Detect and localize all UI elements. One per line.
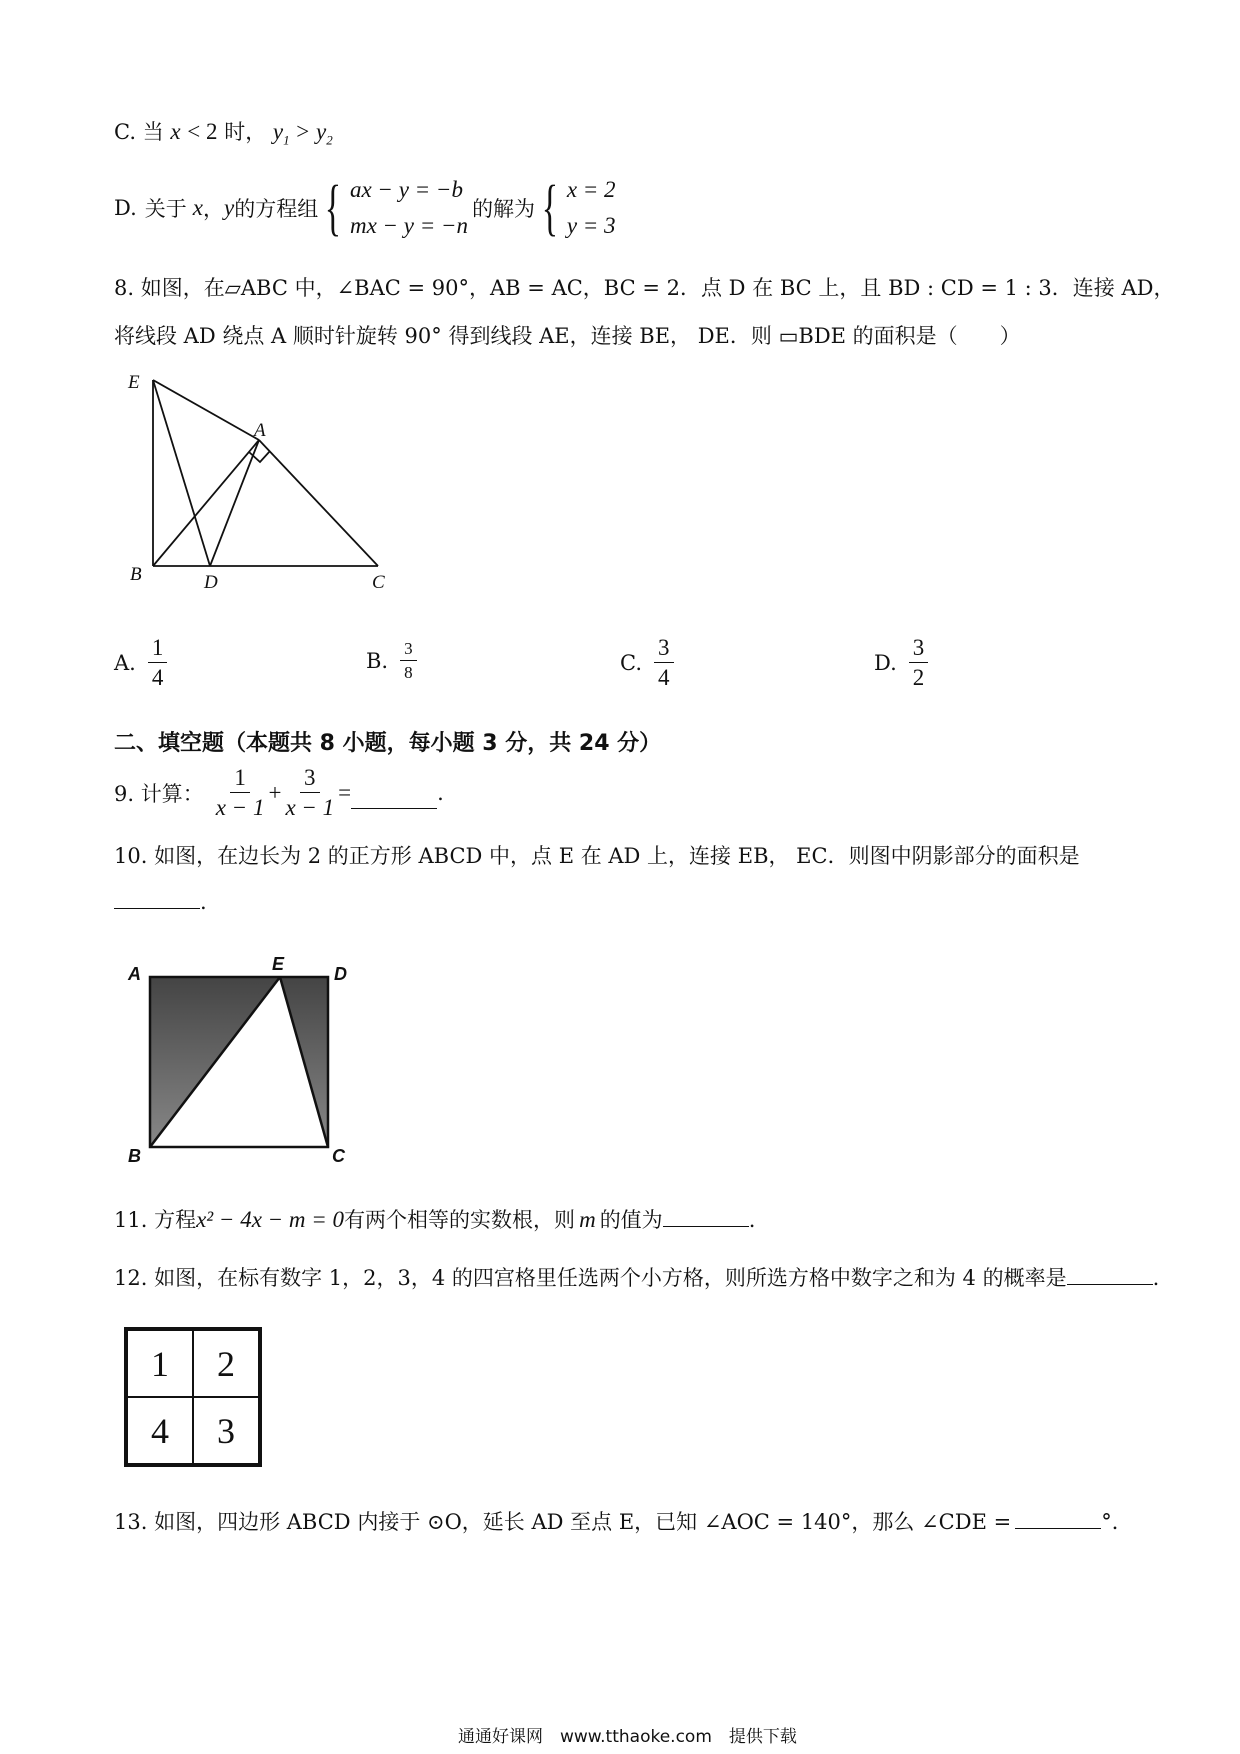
- q9: 9. 计算： $\frac{1}{x - 1}$ + $\frac{3}{x - 1}$ = .: [114, 765, 444, 820]
- segment-AC: [259, 440, 378, 566]
- q8-option-d: D. $\frac{3}{2}$: [874, 636, 928, 689]
- section-title: 二、填空题（本题共 8 小题，每小题 3 分，共 24 分）: [114, 731, 662, 756]
- label-D: D: [334, 964, 347, 984]
- label-E: E: [128, 372, 140, 393]
- q10-figure: [120, 950, 360, 1165]
- q10-line1: 10. 如图，在边长为 2 的正方形 ABCD 中，点 E 在 AD 上，连接 EB， EC．则图中阴影部分的面积是: [114, 844, 1080, 868]
- option-label: D.: [114, 196, 137, 220]
- label-A: A: [254, 420, 266, 441]
- label-D: D: [204, 572, 218, 593]
- answer-blank[interactable]: [663, 1208, 749, 1227]
- equation-system: { ax − y = −b mx − y = −n: [324, 174, 469, 242]
- label-B: B: [128, 1146, 141, 1165]
- q7-option-c: C. 当 x < 2 时， $y_1 > y_2$: [114, 119, 333, 148]
- q11: 11. 方程 x² − 4x − m = 0 有两个相等的实数根，则 m 的值为 .: [114, 1207, 756, 1232]
- label-C: C: [372, 572, 385, 593]
- label-C: C: [332, 1146, 345, 1165]
- solution-system: { x = 2 y = 3: [541, 174, 616, 242]
- label-A: A: [128, 964, 141, 984]
- page-footer: 通通好课网 www.tthaoke.com 提供下载: [458, 1727, 797, 1747]
- q13: 13. 如图，四边形 ABCD 内接于 ⊙O，延长 AD 至点 E，已知 ∠AOC = 140°，那么 ∠CDE = °．: [114, 1510, 1133, 1534]
- grid-cell[interactable]: 1: [127, 1330, 193, 1397]
- segment-DA: [210, 440, 259, 566]
- answer-blank[interactable]: [1015, 1510, 1101, 1529]
- grid-cell[interactable]: 3: [193, 1397, 259, 1464]
- number-grid: [124, 1327, 262, 1467]
- label-B: B: [130, 564, 142, 585]
- q7-option-d: D. 关于 x ， y 的方程组 { ax − y = −b mx − y = −n 的解为 { x = 2 y = 3: [114, 174, 616, 242]
- q8-option-a: A. $\frac{1}{4}$: [114, 636, 167, 689]
- q10-blank-line: .: [114, 890, 207, 914]
- q8-figure: [120, 370, 400, 600]
- q8-line2: 将线段 AD 绕点 A 顺时针旋转 90° 得到线段 AE，连接 BE， DE．则 ▭BDE 的面积是（ ）: [114, 324, 1021, 348]
- answer-blank[interactable]: [114, 890, 200, 909]
- answer-blank[interactable]: [351, 790, 437, 809]
- q8-line1: 8. 如图，在▱ABC 中，∠BAC = 90°，AB = AC，BC = 2．点 D 在 BC 上，且 BD : CD = 1 : 3．连接 AD，: [114, 276, 1175, 300]
- answer-blank[interactable]: [1067, 1266, 1153, 1285]
- segment-BA: [153, 440, 259, 566]
- option-label: C.: [114, 120, 136, 144]
- q12: 12. 如图，在标有数字 1，2，3，4 的四宫格里任选两个小方格，则所选方格中数字之和为 4 的概率是 .: [114, 1266, 1160, 1290]
- q8-option-b: B. $\frac{3}{8}$: [366, 640, 417, 681]
- grid-cell[interactable]: 4: [127, 1397, 193, 1464]
- label-E: E: [272, 954, 285, 974]
- grid-cell[interactable]: 2: [193, 1330, 259, 1397]
- q8-option-c: C. $\frac{3}{4}$: [620, 636, 674, 689]
